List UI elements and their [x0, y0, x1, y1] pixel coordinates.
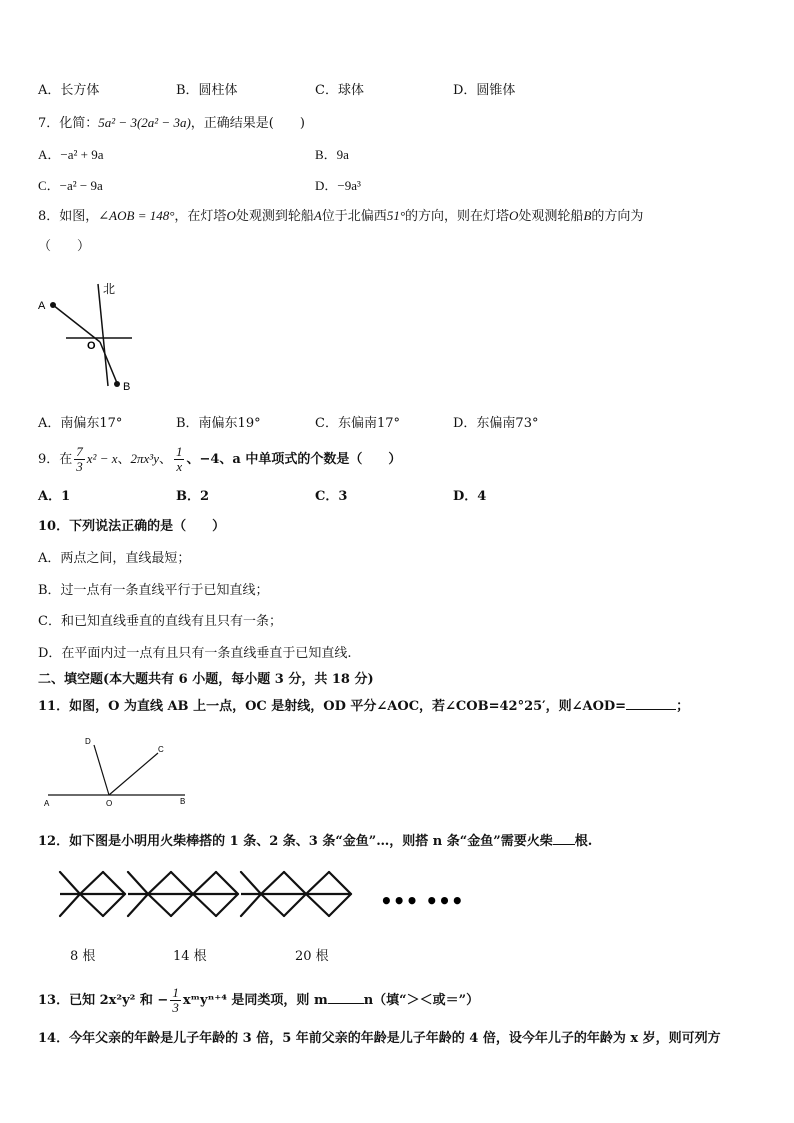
- q10-option-d: D．在平面内过一点有且只有一条直线垂直于已知直线.: [38, 646, 352, 661]
- q11-label-c: C: [158, 745, 164, 754]
- q8-point-b-label: B: [123, 381, 131, 393]
- q8-stem-7: 的方向为: [591, 209, 644, 224]
- q8-stem-1: 8．如图，: [38, 209, 99, 224]
- q10-option-c: C．和已知直线垂直的直线有且只有一条；: [38, 614, 282, 629]
- q9-fraction-1: [74, 445, 85, 474]
- q14-stem: 14．今年父亲的年龄是儿子年龄的 3 倍，5 年前父亲的年龄是儿子年龄的 4 倍，设今年儿子的年龄为 x 岁，则可列方: [38, 1031, 721, 1046]
- q8-b: B: [583, 208, 592, 223]
- q7-expression: 5a² − 3(2a² − 3a): [98, 115, 191, 130]
- q13-frac-den: 3: [172, 1000, 179, 1015]
- q9-term-1: x² − x: [86, 451, 118, 466]
- q11-suffix: ；: [676, 699, 690, 714]
- q10-option-b: B．过一点有一条直线平行于已知直线；: [38, 583, 269, 598]
- q9-option-b: B．2: [176, 489, 210, 504]
- q9-frac2-num: 1: [175, 444, 183, 459]
- q7-stem-suffix: ，正确结果是( ): [190, 116, 305, 131]
- q11-label-a: A: [44, 799, 50, 808]
- q8-angle: ∠AOB = 148°: [98, 208, 175, 223]
- q8-a: A: [313, 208, 322, 223]
- q9-sep-1: 、: [117, 452, 131, 467]
- q6-option-b: B．圆柱体: [176, 83, 238, 98]
- q11-figure: [40, 732, 200, 808]
- q8-stem-4: 位于北偏西: [321, 209, 387, 224]
- q12-ellipsis: ••• •••: [380, 889, 464, 913]
- q8-stem-5: 的方向，则在灯塔: [405, 209, 510, 224]
- q11-label-b: B: [180, 797, 186, 806]
- q8-point-a-label: A: [38, 300, 46, 312]
- q9-num: 9．在: [38, 452, 73, 467]
- q9-frac1-den: 3: [76, 459, 83, 474]
- q13-fraction: [170, 986, 181, 1015]
- q13-stem-1: 13．已知 2x²y² 和 −: [38, 993, 169, 1008]
- q9-option-d: D．4: [453, 489, 487, 504]
- q9-option-a: A．1: [38, 489, 71, 504]
- q8-deg: 51°: [386, 208, 406, 223]
- q7-stem: [38, 114, 305, 133]
- q6-option-d: D．圆锥体: [453, 83, 516, 98]
- q8-option-c: C．东偏南17°: [315, 416, 400, 431]
- q11-stem-text: 11．如图，O 为直线 AB 上一点，OC 是射线，OD 平分∠AOC，若∠COB=42°25′，则∠AOD=: [38, 699, 627, 714]
- q11-stem: [38, 697, 689, 716]
- q7-option-a: A．−a² + 9a: [38, 147, 104, 162]
- q8-option-a: A．南偏东17°: [38, 416, 123, 431]
- q6-option-a: A．长方体: [38, 83, 100, 98]
- q8-stem-3: 处观测到轮船: [235, 209, 314, 224]
- q9-rest: 、−4、a 中单项式的个数是（ ）: [186, 452, 402, 467]
- q11-label-o: O: [106, 799, 113, 808]
- q13-stem-2: xᵐyⁿ⁺⁴ 是同类项，则 m: [182, 993, 328, 1008]
- section-heading: 二、填空题(本大题共有 6 小题，每小题 3 分，共 18 分): [38, 672, 374, 687]
- q7-option-b: B．9a: [315, 147, 349, 162]
- q12-stem-2: 根.: [574, 834, 593, 849]
- q8-answer-paren: （ ）: [38, 239, 91, 254]
- q12-fish-figure: [55, 864, 464, 926]
- q13-frac-num: 1: [172, 985, 179, 1000]
- q11-label-d: D: [85, 737, 91, 746]
- q8-o2: O: [509, 208, 519, 223]
- q12-stem: [38, 832, 592, 851]
- q9-sep-2: 、: [158, 452, 172, 467]
- q12-label-2: 14 根: [173, 949, 207, 964]
- q8-stem-6: 处观测轮船: [518, 209, 584, 224]
- q8-o1: O: [226, 208, 236, 223]
- q12-answer-blank[interactable]: [553, 832, 575, 845]
- q9-stem: [38, 444, 401, 475]
- q13-stem: [38, 986, 479, 1016]
- q11-answer-blank[interactable]: [626, 697, 676, 710]
- q9-frac1-num: 7: [76, 444, 83, 459]
- q7-option-c: C．−a² − 9a: [38, 178, 103, 193]
- q8-stem-2: ，在灯塔: [174, 209, 227, 224]
- q7-stem-prefix: 7．化简：: [38, 116, 99, 131]
- q8-option-d: D．东偏南73°: [453, 416, 539, 431]
- q9-option-c: C．3: [315, 489, 348, 504]
- q13-answer-blank[interactable]: [328, 991, 364, 1004]
- q12-label-1: 8 根: [70, 949, 96, 964]
- q10-stem: 10．下列说法正确的是（ ）: [38, 519, 226, 534]
- q10-option-a: A．两点之间，直线最短；: [38, 551, 191, 566]
- q12-label-3: 20 根: [295, 949, 329, 964]
- q6-option-c: C．球体: [315, 83, 364, 98]
- q9-term-2: 2πx³y: [130, 451, 159, 466]
- q8-point-o-label: O: [87, 340, 96, 352]
- q8-stem: [38, 207, 643, 226]
- q9-fraction-2: [174, 445, 185, 474]
- q13-stem-3: n（填“＞＜或＝”）: [363, 993, 480, 1008]
- q8-option-b: B．南偏东19°: [176, 416, 261, 431]
- q9-frac2-den: x: [176, 459, 183, 474]
- q12-stem-1: 12．如下图是小明用火柴棒搭的 1 条、2 条、3 条“金鱼”…，则搭 n 条“金鱼”需要火柴: [38, 834, 553, 849]
- q8-figure: [30, 278, 140, 398]
- q7-option-d: D．−9a³: [315, 178, 361, 193]
- q8-north-label: 北: [103, 282, 116, 296]
